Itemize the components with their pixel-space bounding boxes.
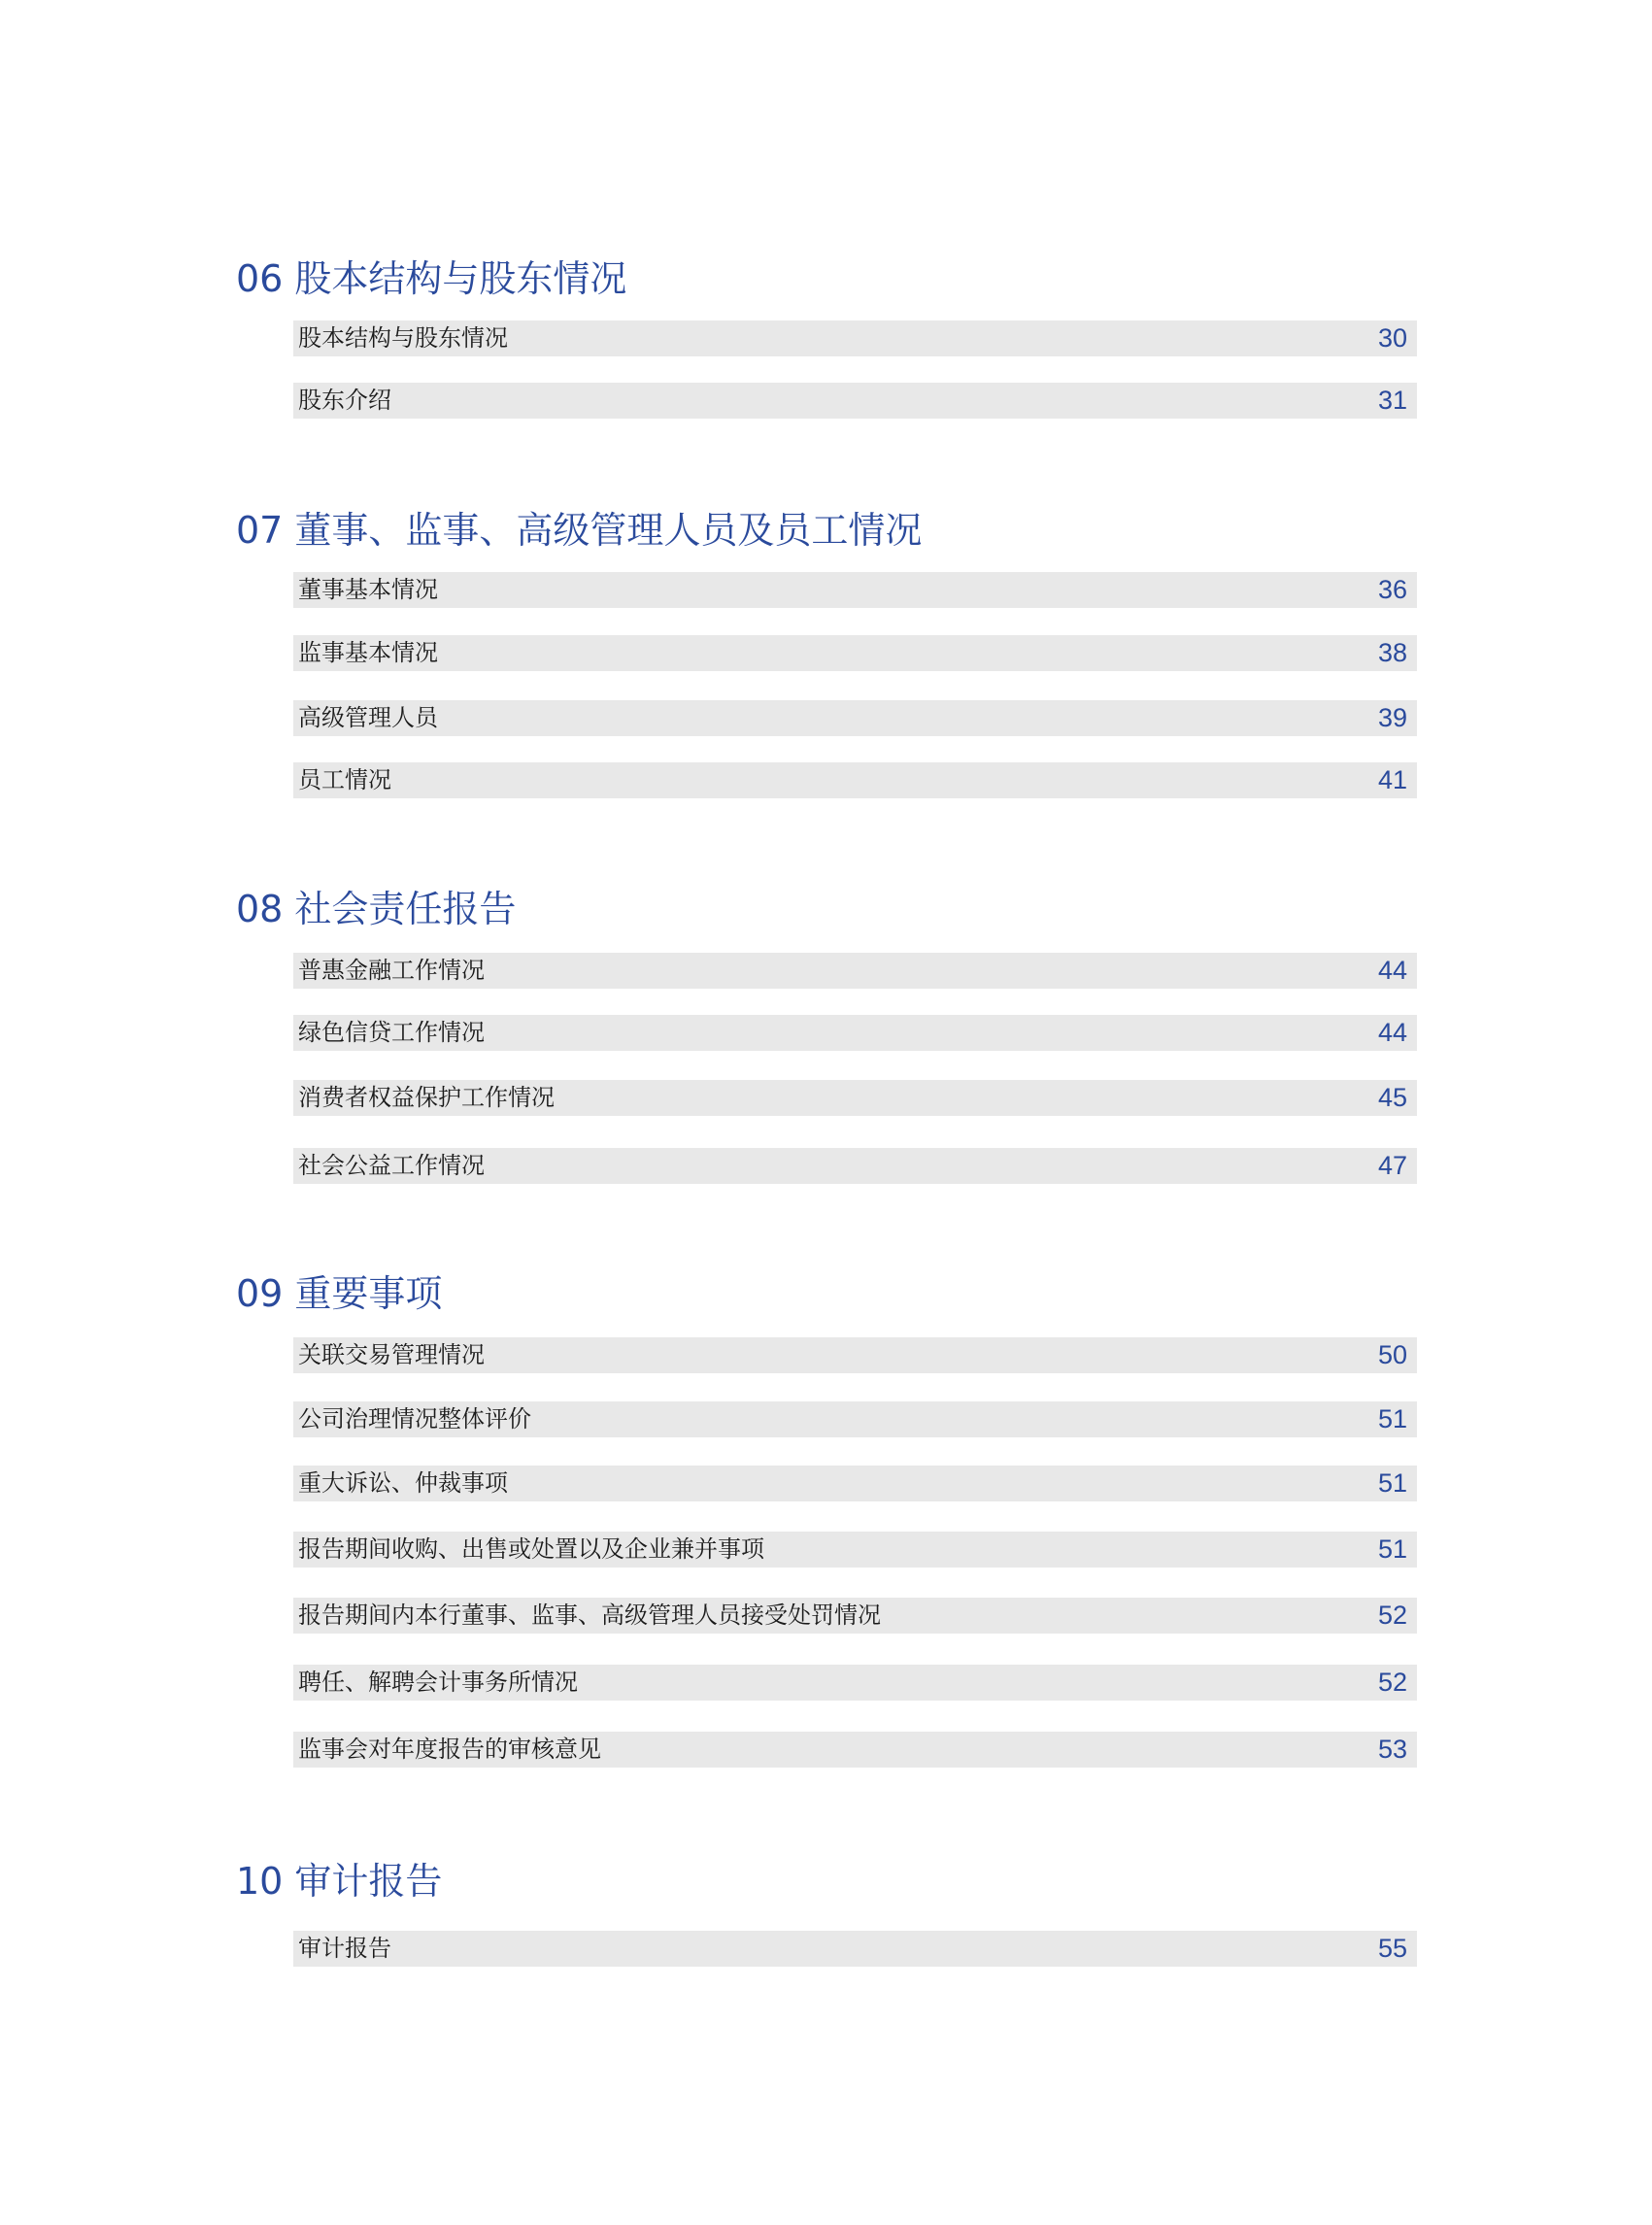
section-heading	[236, 1857, 442, 1905]
toc-entry[interactable]	[293, 635, 1417, 671]
toc-entry-page: 30	[1377, 323, 1407, 353]
toc-entry-page: 45	[1377, 1083, 1407, 1112]
section-number: 07	[236, 509, 284, 552]
toc-entry-label: 监事会对年度报告的审核意见	[298, 1736, 601, 1763]
toc-entry-label: 董事基本情况	[298, 576, 438, 603]
toc-entry-label: 股本结构与股东情况	[298, 324, 508, 352]
toc-entry-label: 社会公益工作情况	[298, 1152, 485, 1179]
toc-entry-label: 报告期间内本行董事、监事、高级管理人员接受处罚情况	[298, 1601, 881, 1629]
section-number: 08	[236, 888, 284, 930]
toc-entry-page: 36	[1377, 575, 1407, 604]
section-title: 审计报告	[294, 1860, 443, 1903]
toc-entry[interactable]	[293, 1148, 1417, 1184]
toc-entry-label: 重大诉讼、仲裁事项	[298, 1469, 508, 1497]
toc-entry[interactable]	[293, 953, 1417, 989]
toc-entry-label: 绿色信贷工作情况	[298, 1019, 485, 1046]
toc-entry[interactable]	[293, 762, 1417, 798]
toc-entry-page: 47	[1377, 1151, 1407, 1180]
toc-entry-label: 报告期间收购、出售或处置以及企业兼并事项	[298, 1535, 764, 1563]
toc-entry[interactable]	[293, 1931, 1417, 1967]
toc-entry-label: 聘任、解聘会计事务所情况	[298, 1669, 578, 1696]
section-title: 股本结构与股东情况	[294, 257, 627, 300]
toc-entry-page: 51	[1377, 1404, 1407, 1433]
toc-entry-page: 55	[1377, 1934, 1407, 1963]
section-heading	[236, 885, 516, 933]
section-title: 社会责任报告	[294, 888, 517, 930]
toc-entry[interactable]	[293, 700, 1417, 736]
toc-entry[interactable]	[293, 1532, 1417, 1568]
toc-entry-page: 44	[1377, 1018, 1407, 1047]
toc-entry-page: 50	[1377, 1340, 1407, 1369]
toc-entry-page: 39	[1377, 703, 1407, 732]
toc-entry-page: 31	[1377, 386, 1407, 415]
toc-entry[interactable]	[293, 383, 1417, 419]
toc-entry-label: 关联交易管理情况	[298, 1341, 485, 1368]
toc-entry-label: 高级管理人员	[298, 704, 438, 731]
section-number: 06	[236, 257, 284, 300]
toc-entry-page: 51	[1377, 1468, 1407, 1498]
toc-entry[interactable]	[293, 1337, 1417, 1373]
toc-entry[interactable]	[293, 1598, 1417, 1634]
toc-entry-page: 52	[1377, 1668, 1407, 1697]
toc-entry[interactable]	[293, 1466, 1417, 1501]
toc-entry-page: 41	[1377, 765, 1407, 794]
toc-entry[interactable]	[293, 320, 1417, 356]
toc-entry[interactable]	[293, 1080, 1417, 1116]
section-number: 09	[236, 1272, 284, 1315]
section-heading	[236, 254, 626, 303]
toc-entry-page: 52	[1377, 1601, 1407, 1630]
toc-entry-label: 监事基本情况	[298, 639, 438, 666]
toc-entry-page: 38	[1377, 638, 1407, 667]
toc-entry-label: 股东介绍	[298, 387, 391, 414]
section-title: 董事、监事、高级管理人员及员工情况	[294, 509, 923, 552]
toc-entry-label: 消费者权益保护工作情况	[298, 1084, 555, 1111]
toc-entry-label: 公司治理情况整体评价	[298, 1405, 531, 1433]
toc-entry-label: 员工情况	[298, 766, 391, 793]
section-number: 10	[236, 1860, 284, 1903]
toc-entry[interactable]	[293, 1401, 1417, 1437]
toc-entry[interactable]	[293, 1665, 1417, 1701]
toc-entry-label: 普惠金融工作情况	[298, 957, 485, 984]
toc-entry[interactable]	[293, 572, 1417, 608]
toc-entry-page: 51	[1377, 1534, 1407, 1564]
section-title: 重要事项	[294, 1272, 443, 1315]
section-heading	[236, 506, 922, 555]
toc-entry[interactable]	[293, 1015, 1417, 1051]
toc-entry[interactable]	[293, 1732, 1417, 1768]
toc-entry-page: 44	[1377, 956, 1407, 985]
toc-entry-page: 53	[1377, 1735, 1407, 1764]
toc-entry-label: 审计报告	[298, 1935, 391, 1962]
section-heading	[236, 1269, 442, 1318]
